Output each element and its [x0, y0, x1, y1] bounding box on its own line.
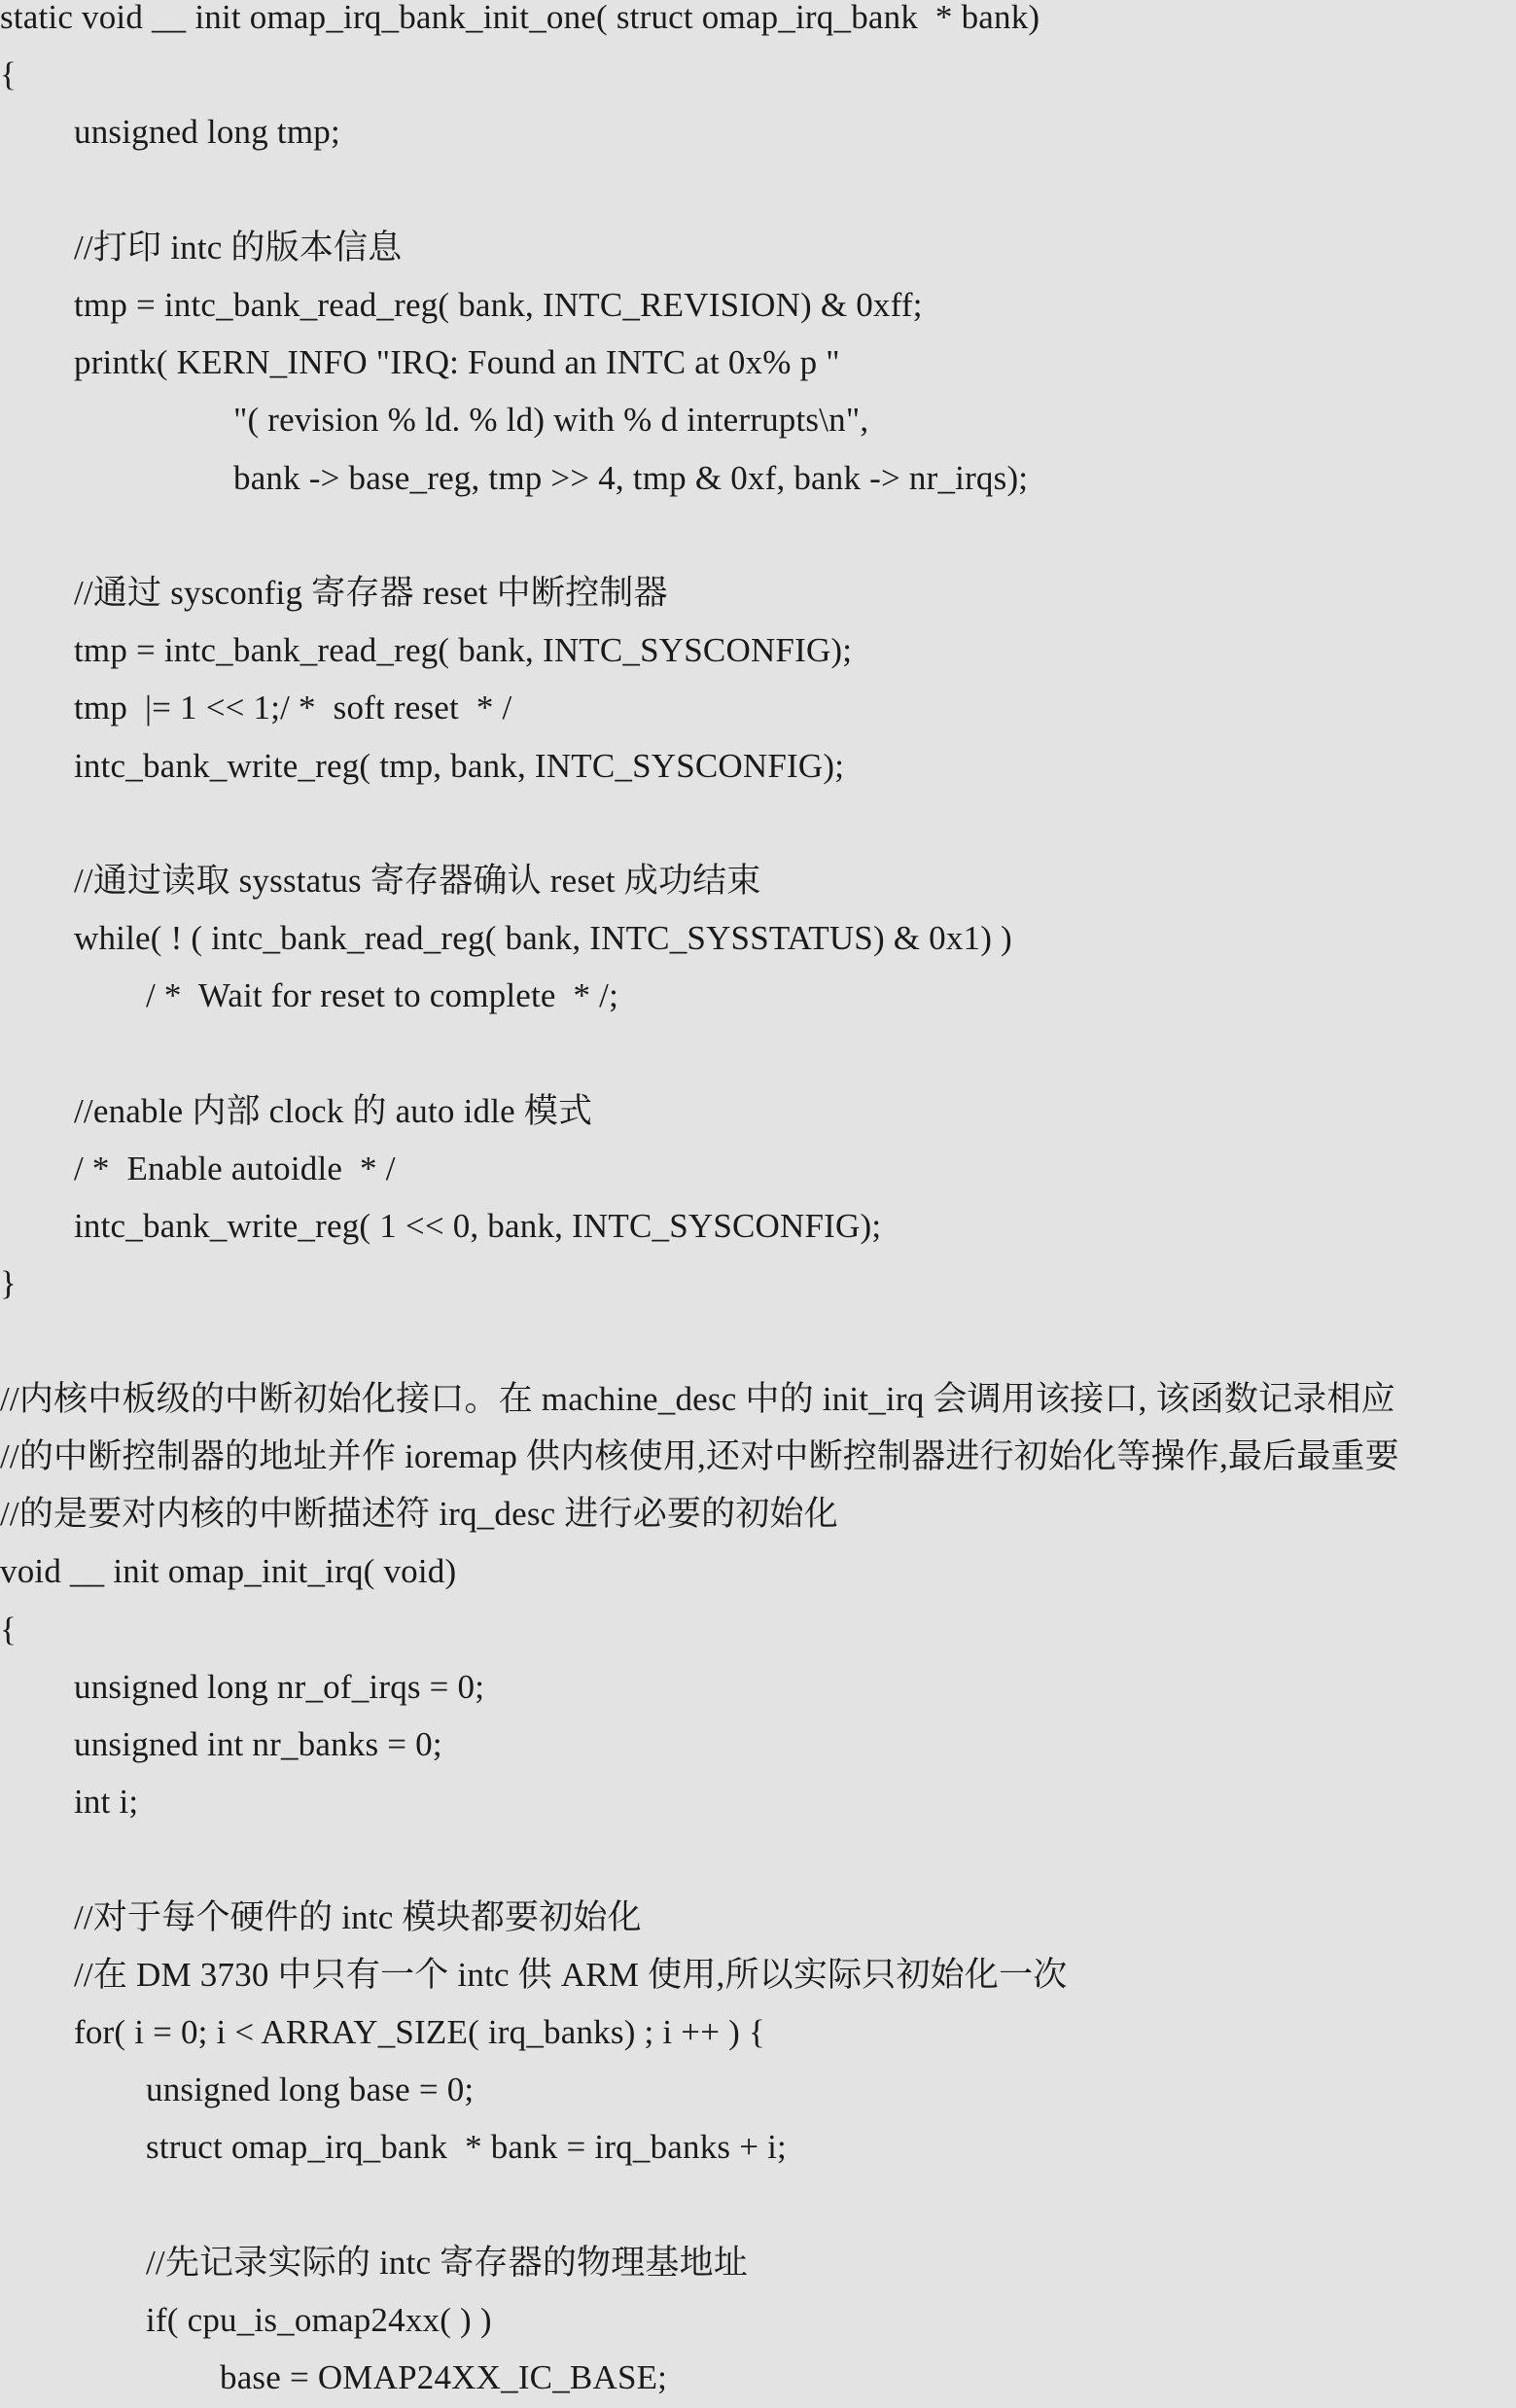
code-line: / * Wait for reset to complete * /;	[146, 976, 619, 1014]
code-line: //先记录实际的 intc 寄存器的物理基地址	[146, 2244, 749, 2282]
code-line: //enable 内部 clock 的 auto idle 模式	[74, 1092, 593, 1130]
code-line: //内核中板级的中断初始化接口。在 machine_desc 中的 init_irq 会调用该接口, 该函数记录相应	[0, 1380, 1395, 1418]
code-line: intc_bank_write_reg( 1 << 0, bank, INTC_SYSCONFIG);	[74, 1207, 882, 1245]
code-line: //在 DM 3730 中只有一个 intc 供 ARM 使用,所以实际只初始化一次	[74, 1956, 1068, 1994]
code-line: unsigned int nr_banks = 0;	[74, 1725, 442, 1763]
code-line: unsigned long base = 0;	[146, 2071, 475, 2108]
code-line: while( ! ( intc_bank_read_reg( bank, INTC_SYSSTATUS) & 0x1) )	[74, 919, 1012, 957]
code-line: struct omap_irq_bank * bank = irq_banks + i;	[146, 2128, 787, 2166]
code-line: //的是要对内核的中断描述符 irq_desc 进行必要的初始化	[0, 1495, 838, 1533]
code-line: if( cpu_is_omap24xx( ) )	[146, 2301, 492, 2339]
code-line: unsigned long nr_of_irqs = 0;	[74, 1668, 485, 1706]
code-line: tmp = intc_bank_read_reg( bank, INTC_SYSCONFIG);	[74, 631, 853, 669]
code-line: //的中断控制器的地址并作 ioremap 供内核使用,还对中断控制器进行初始化等操作,最后最重要	[0, 1437, 1399, 1475]
code-line: }	[0, 1264, 17, 1302]
code-line: printk( KERN_INFO "IRQ: Found an INTC at 0x% p "	[74, 343, 840, 381]
code-line: bank -> base_reg, tmp >> 4, tmp & 0xf, bank -> nr_irqs);	[233, 459, 1029, 497]
code-line: tmp = intc_bank_read_reg( bank, INTC_REVISION) & 0xff;	[74, 286, 923, 324]
code-line: //通过 sysconfig 寄存器 reset 中断控制器	[74, 574, 668, 612]
code-line: {	[0, 55, 17, 93]
code-line: int i;	[74, 1783, 139, 1821]
code-line: intc_bank_write_reg( tmp, bank, INTC_SYSCONFIG);	[74, 747, 845, 785]
code-line: tmp |= 1 << 1;/ * soft reset * /	[74, 689, 512, 726]
code-line: / * Enable autoidle * /	[74, 1150, 396, 1187]
code-line: base = OMAP24XX_IC_BASE;	[220, 2358, 668, 2396]
code-line: unsigned long tmp;	[74, 113, 340, 151]
code-line: //打印 intc 的版本信息	[74, 229, 403, 266]
code-line: static void __ init omap_irq_bank_init_one( struct omap_irq_bank * bank)	[0, 0, 1040, 36]
code-line: void __ init omap_init_irq( void)	[0, 1552, 457, 1590]
code-line: //对于每个硬件的 intc 模块都要初始化	[74, 1898, 642, 1936]
code-line: for( i = 0; i < ARRAY_SIZE( irq_banks) ; i ++ ) {	[74, 2013, 765, 2051]
code-line: "( revision % ld. % ld) with % d interrupts\n",	[233, 401, 869, 439]
code-line: //通过读取 sysstatus 寄存器确认 reset 成功结束	[74, 862, 761, 900]
code-line: {	[0, 1611, 17, 1648]
